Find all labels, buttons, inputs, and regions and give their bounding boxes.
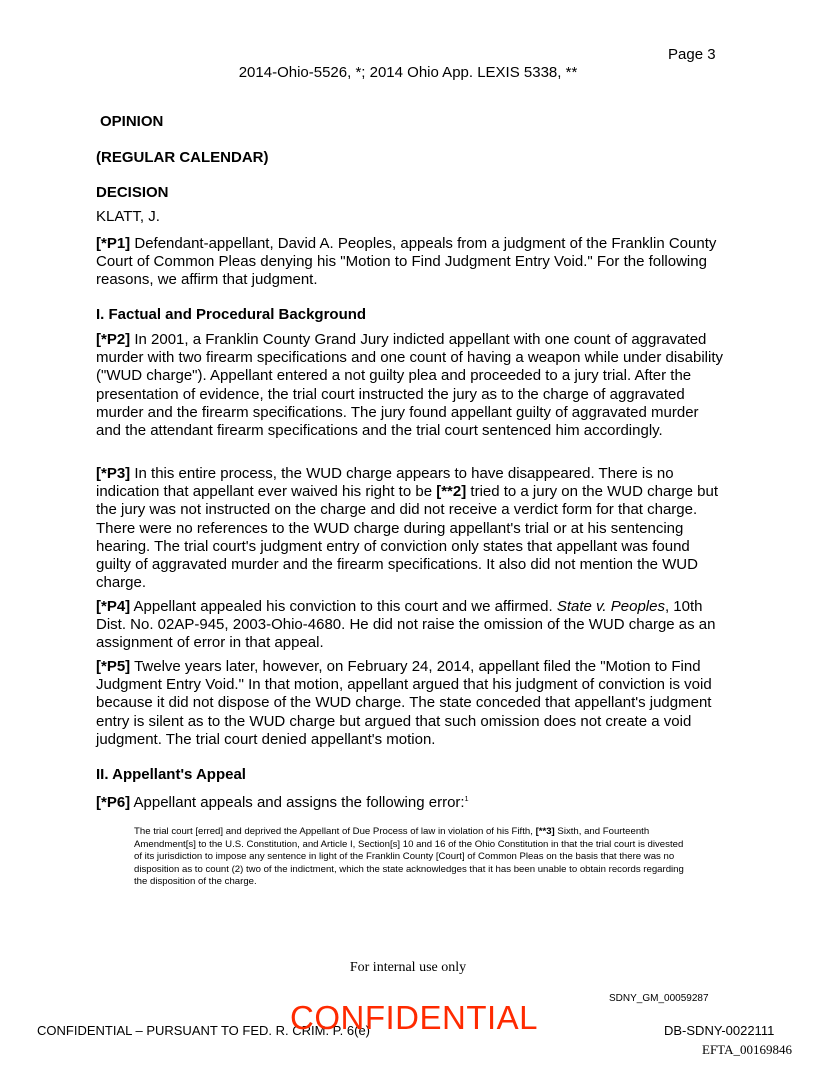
paragraph-marker: [*P4] [96,598,131,615]
paragraph-5 [96,658,726,749]
paragraph-text: Defendant-appellant, David A. Peoples, appeals from a judgment of the Franklin County Court of Common Pleas denying his "Motion to Find Judgment Entry Void." For the following reasons, we affirm that judgment. [96,235,717,289]
paragraph-marker: [*P1] [96,235,131,252]
section-heading-2: II. Appellant's Appeal [96,766,246,783]
judge-name: KLATT, J. [96,208,160,225]
paragraph-1 [96,235,726,290]
paragraph-4 [96,598,726,653]
paragraph-marker: [*P5] [96,658,131,675]
paragraph-text: Appellant appealed his conviction to this court and we affirmed. [130,598,557,615]
paragraph-marker: [*P2] [96,331,131,348]
paragraph-2 [96,331,726,440]
confidential-notice: CONFIDENTIAL – PURSUANT TO FED. R. CRIM. P. 6(e) [37,1023,371,1038]
bates-number: SDNY_GM_00059287 [609,993,709,1004]
footnote-reference[interactable]: 1 [464,796,469,803]
page-number: Page 3 [668,46,716,63]
paragraph-text: In 2001, a Franklin County Grand Jury indicted appellant with one count of aggravated murder with two firearm specifications and one count of having a weapon while under disability ("WUD charge"). Appellant entered a not guilty plea and proceeded to a jury trial. After the presentation of evidence, the trial court instructed the jury as to the charge of aggravated murder and the firearm specifications. The jury found appellant guilty of aggravated murder and the attendant firearm specifications and the trial court sentenced him accordingly. [96,331,724,440]
decision-heading: DECISION [96,184,169,201]
quote-text: The trial court [erred] and deprived the Appellant of Due Process of law in violation of his Fifth, [134,826,536,837]
paragraph-text: , 10th Dist. No. 02AP-945, 2003-Ohio-4680. He did not raise the omission of the WUD charge as an assignment of error in that appeal. [96,598,716,652]
paragraph-text: In this entire process, the WUD charge appears to have disappeared. There is no indication that appellant ever waived his right to be [96,465,674,501]
db-number: DB-SDNY-0022111 [664,1023,775,1038]
section-heading-1: I. Factual and Procedural Background [96,306,367,323]
paragraph-marker: [*P6] [96,794,131,811]
internal-use-note: For internal use only [349,960,467,975]
page-star-marker: [**2] [436,483,467,501]
paragraph-text: tried to a jury on the WUD charge but the jury was not instructed on the charge and did not receive a verdict form for that charge. There were no references to the WUD charge during appellant's trial or at his sentencing hearing. The trial court's judgment entry of conviction only states that appellant was found guilty of aggravated murder and the firearm specifications. It also did not mention the WUD charge. [96,483,719,592]
paragraph-text: Appellant appeals and assigns the following error: [130,794,465,811]
opinion-heading: OPINION [100,113,164,130]
paragraph-3 [96,465,726,592]
paragraph-6 [96,791,726,812]
assignment-of-error-quote [134,826,684,889]
calendar-heading: (REGULAR CALENDAR) [96,149,269,166]
paragraph-marker: [*P3] [96,465,131,482]
case-citation: State v. Peoples [556,598,665,615]
efta-number: EFTA_00169846 [702,1042,792,1057]
page-star-marker: [**3] [535,826,555,837]
quote-text: Sixth, and Fourteenth Amendment[s] to the U.S. Constitution, and Article I, Section[s] 10 and 16 of the Ohio Constitution in that the trial court is divested of its jurisdiction to impose any sentence in light of the Franklin County [Court] of Common Pleas on the basis that there was no disposition as to count (2) two of the indictment, which the state acknowledges that it has been unable to obtain records regarding the disposition of the charge. [134,826,684,887]
confidential-stamp: CONFIDENTIAL [290,999,539,1036]
citation-header: 2014-Ohio-5526, *; 2014 Ohio App. LEXIS 5338, ** [238,64,578,81]
paragraph-text: Twelve years later, however, on February 24, 2014, appellant filed the "Motion to Find Judgment Entry Void." In that motion, appellant argued that his judgment of conviction is void because it did not dispose of the WUD charge. The state conceded that appellant's judgment entry is silent as to the WUD charge but argued that such omission does not create a void judgment. The trial court denied appellant's motion. [96,658,712,748]
